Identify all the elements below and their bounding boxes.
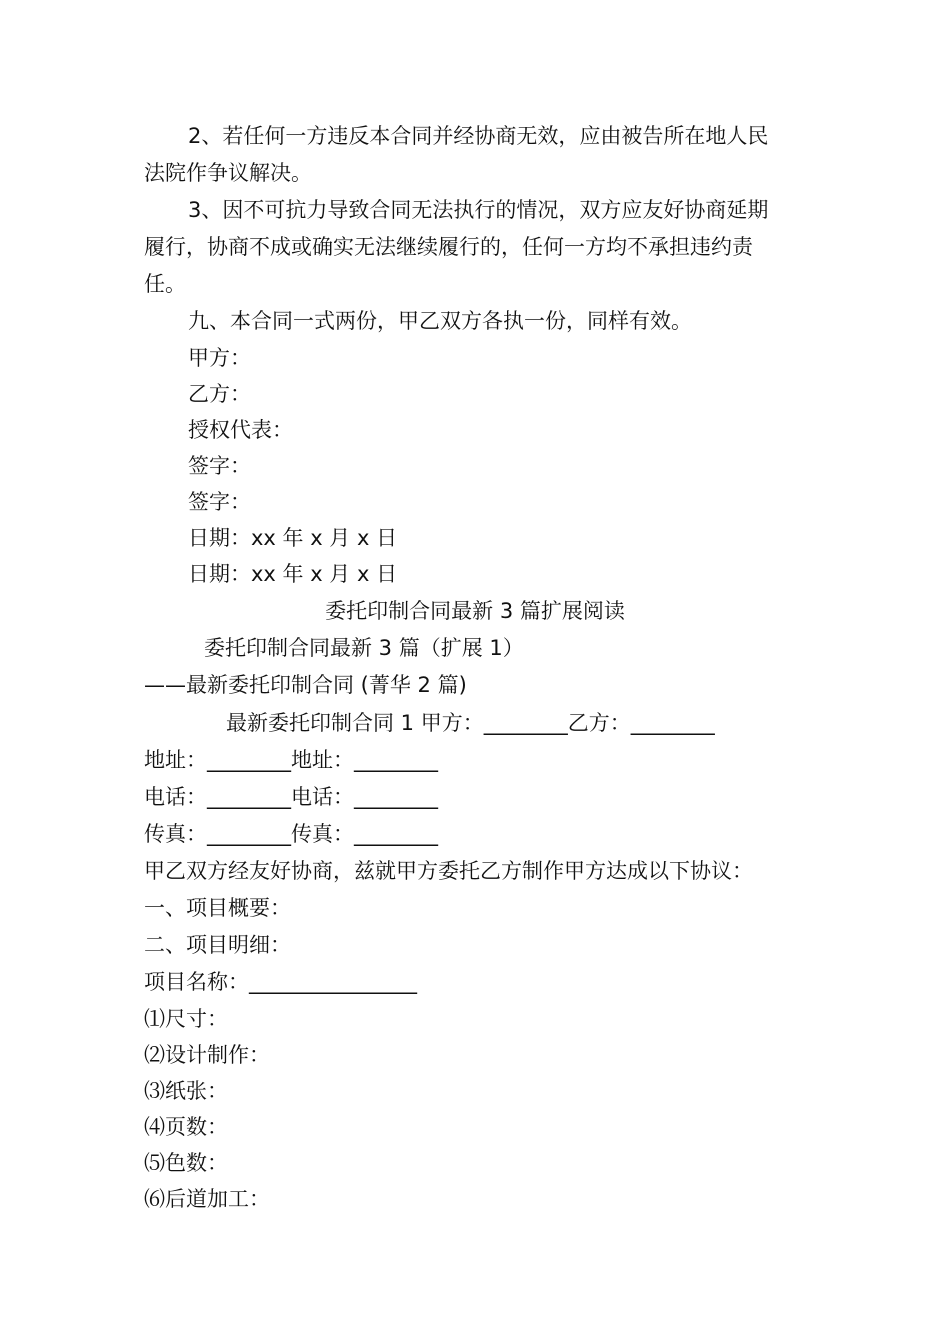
item-colors: ⑸色数： [144,1151,228,1175]
clause-2-line-1: 2、若任何一方违反本合同并经协商无效，应由被告所在地人民 [188,124,769,148]
party-b-label: 乙方： [188,382,251,406]
address-line: 地址：________地址：________ [144,748,438,772]
contract-header-parties: 最新委托印制合同 1 甲方：________乙方：________ [226,711,715,735]
clause-2-line-2: 法院作争议解决。 [144,161,312,185]
project-details-heading: 二、项目明细： [144,933,291,957]
fax-line: 传真：________传真：________ [144,822,438,846]
phone-line: 电话：________电话：________ [144,785,438,809]
item-paper: ⑶纸张： [144,1079,228,1103]
extended-reading-heading: 委托印制合同最新 3 篇扩展阅读 [325,599,625,623]
item-post-processing: ⑹后道加工： [144,1187,270,1211]
party-a-label: 甲方： [188,346,251,370]
authorized-rep-label: 授权代表： [188,418,293,442]
clause-3-line-2: 履行，协商不成或确实无法继续履行的，任何一方均不承担违约责 [144,235,753,259]
signature-label-b: 签字： [188,490,251,514]
clause-9: 九、本合同一式两份，甲乙双方各执一份，同样有效。 [188,309,692,333]
extended-reading-subheading: 委托印制合同最新 3 篇（扩展 1） [204,636,524,660]
item-design: ⑵设计制作： [144,1043,270,1067]
agreement-intro: 甲乙双方经友好协商，兹就甲方委托乙方制作甲方达成以下协议： [144,859,753,883]
section-title: ——最新委托印制合同 (菁华 2 篇) [144,673,467,697]
item-size: ⑴尺寸： [144,1007,228,1031]
date-label-a: 日期：xx 年 x 月 x 日 [188,526,398,550]
project-name-line: 项目名称：________________ [144,970,417,994]
clause-3-line-1: 3、因不可抗力导致合同无法执行的情况，双方应友好协商延期 [188,198,769,222]
clause-3-line-3: 任。 [144,272,186,296]
item-pages: ⑷页数： [144,1115,228,1139]
date-label-b: 日期：xx 年 x 月 x 日 [188,562,398,586]
signature-label-a: 签字： [188,454,251,478]
project-overview-heading: 一、项目概要： [144,896,291,920]
